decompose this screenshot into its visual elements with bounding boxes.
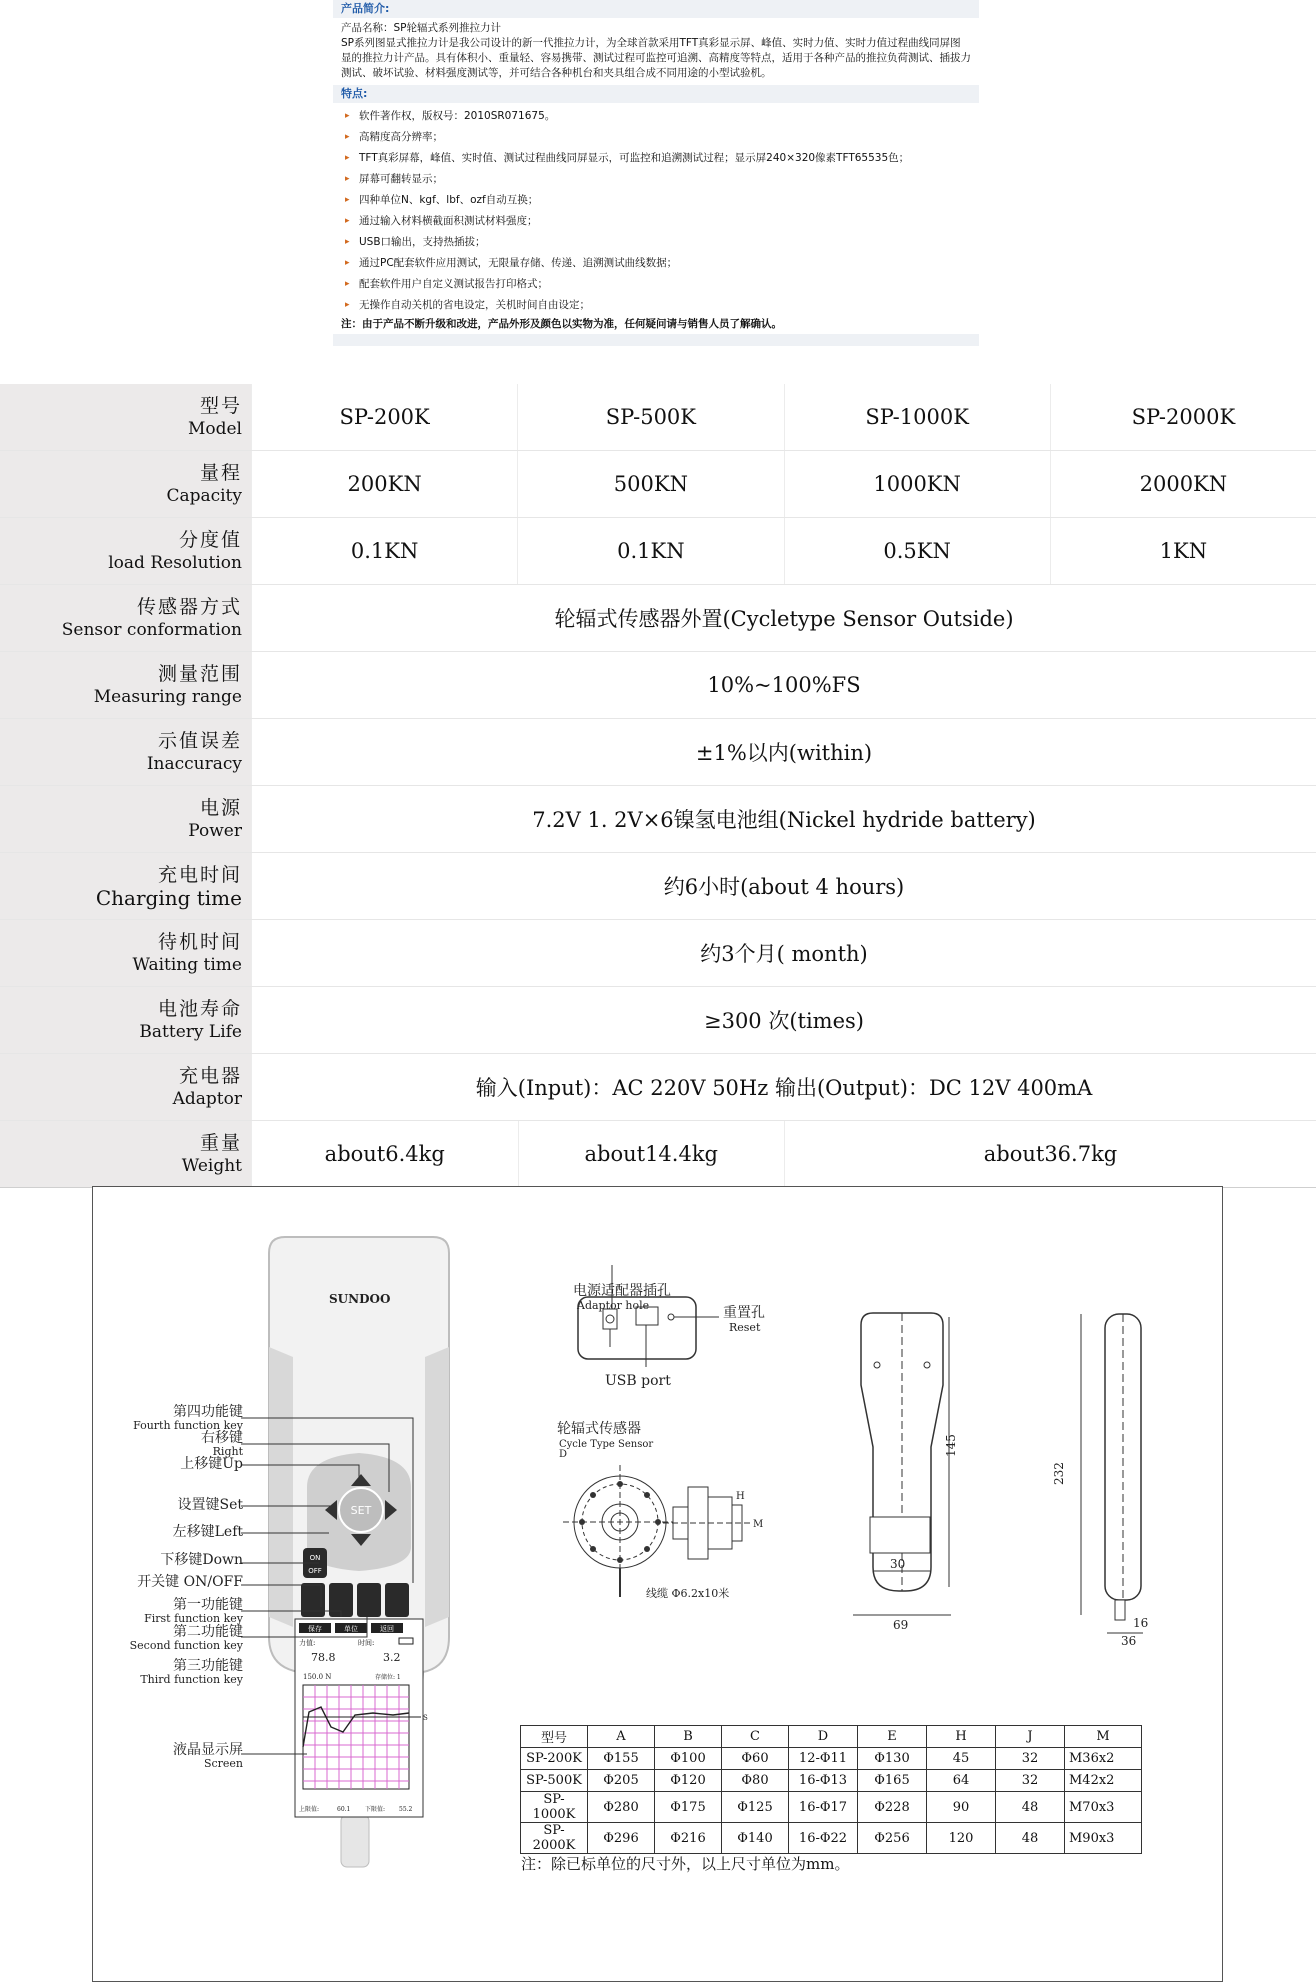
row-label-en: Inaccuracy — [146, 754, 242, 774]
row-label-cn: 示值误差 — [157, 730, 242, 752]
spec-row-power — [0, 786, 1316, 853]
spec-cell: 200KN — [251, 451, 517, 517]
screen-s-axis: S — [423, 1714, 428, 1722]
product-description: SP系列图显式推拉力计是我公司设计的新一代推拉力计，为全球首款采用TFT真彩显示屏、峰值、实时力值、实时力值过程曲线同屏图显的推拉力计产品。具有体积小、重量轻、容易携带、测试过程可监控可追溯、高精度等特点，适用于各种产品的推拉负荷测试、插拔力测试、破坏试验、材料强度测试等，并可结合各种机台和夹具组合成不同用途的小型试验机。 — [341, 37, 971, 79]
bullet-icon: ▸ — [345, 258, 350, 268]
dimension-table — [520, 1725, 1142, 1854]
spec-cell: 约3个月( month) — [251, 920, 1316, 986]
spec-cell: 0.1KN — [517, 518, 783, 584]
feature-item: ▸ 通过输入材料横截面积测试材料强度； — [345, 215, 538, 227]
sensor-view — [557, 1420, 763, 1600]
disclaimer-note: 注：由于产品不断升级和改进，产品外形及颜色以实物为准，任何疑问请与销售人员了解确认。 — [341, 318, 782, 330]
callout-first-function-key: 第一功能键 First function key — [144, 1597, 243, 1625]
on-label: ON — [309, 1554, 321, 1562]
spec-cell: SP-1000K — [784, 384, 1050, 450]
spec-cell: ±1%以内(within) — [251, 719, 1316, 785]
screen-tab-save: 保存 — [308, 1625, 322, 1633]
spec-cell: about36.7kg — [784, 1121, 1316, 1187]
screen-tab-back: 返回 — [380, 1625, 394, 1633]
spec-row-model — [0, 384, 1316, 451]
feature-item: ▸ 四种单位N、kgf、lbf、ozf自动互换； — [345, 194, 539, 206]
spec-cell: SP-2000K — [1050, 384, 1316, 450]
intro-title: 产品简介: — [333, 0, 979, 18]
row-label-cn: 电池寿命 — [157, 998, 242, 1020]
front-view — [853, 1313, 958, 1632]
row-label-en: Battery Life — [139, 1022, 242, 1042]
row-label-cn: 测量范围 — [157, 663, 242, 685]
table-row: SP-200K Φ155 Φ100 Φ60 12-Φ11 Φ130 45 32 M36x2 — [521, 1748, 1142, 1770]
features-title: 特点: — [333, 85, 979, 103]
row-label-en: Adaptor — [172, 1089, 242, 1109]
bullet-icon: ▸ — [345, 300, 350, 310]
row-label-cn: 充电器 — [178, 1065, 242, 1087]
row-label-en: Weight — [181, 1156, 242, 1176]
row-label-cn: 型号 — [199, 395, 242, 417]
bullet-icon: ▸ — [345, 111, 350, 121]
screen-time-value: 3.2 — [383, 1651, 401, 1664]
bullet-icon: ▸ — [345, 153, 350, 163]
bullet-icon: ▸ — [345, 216, 350, 226]
spec-cell: about6.4kg — [251, 1121, 518, 1187]
callout-set-key: 设置键Set — [177, 1497, 243, 1513]
row-label-en: Capacity — [166, 486, 242, 506]
dimension-table-header: 型号 A B C D E H J M — [521, 1726, 1142, 1748]
spec-row-inaccuracy — [0, 719, 1316, 786]
dim-16: 16 — [1133, 1616, 1149, 1630]
screen-bottom-mid2: 下限值: — [365, 1806, 386, 1813]
reset-hole-cn: 重置孔 — [723, 1305, 765, 1321]
callout-fourth-function-key: 第四功能键 Fourth function key — [133, 1404, 243, 1432]
spec-cell: 10%~100%FS — [251, 652, 1316, 718]
spec-cell: SP-500K — [517, 384, 783, 450]
spec-cell: 7.2V 1. 2V×6镍氢电池组(Nickel hydride battery) — [251, 786, 1316, 852]
screen-time-label: 时间: — [358, 1639, 375, 1647]
callout-power-key: 开关键 ON/OFF — [137, 1574, 243, 1590]
callout-up-key: 上移键Up — [180, 1456, 243, 1472]
device-illustration — [269, 1237, 449, 1867]
spec-row-range — [0, 652, 1316, 719]
product-intro — [333, 0, 979, 346]
table-row: SP-1000K Φ280 Φ175 Φ125 16-Φ17 Φ228 90 48 M70x3 — [521, 1792, 1142, 1823]
spec-cell: about14.4kg — [518, 1121, 785, 1187]
dim-145: 145 — [944, 1434, 958, 1457]
spec-cell: 轮辐式传感器外置(Cycletype Sensor Outside) — [251, 585, 1316, 651]
callout-right-key: 右移键 Right — [201, 1430, 243, 1458]
spec-row-capacity — [0, 451, 1316, 518]
spec-row-waiting — [0, 920, 1316, 987]
screen-force-value: 78.8 — [311, 1651, 336, 1664]
feature-list — [333, 106, 979, 316]
feature-item: ▸ USB口输出，支持热插拔； — [345, 236, 486, 248]
reset-hole-en: Reset — [729, 1321, 761, 1334]
screen-tab-unit: 单位 — [344, 1625, 358, 1633]
bullet-icon: ▸ — [345, 174, 350, 184]
row-label-en: load Resolution — [108, 553, 242, 573]
dim-letter-d: D — [559, 1449, 568, 1460]
row-label-en: Power — [188, 821, 242, 841]
screen-force-label: 力值: — [299, 1639, 316, 1647]
spec-cell: 约6小时(about 4 hours) — [251, 853, 1316, 919]
screen-bottom-mid1: 60.1 — [337, 1806, 351, 1813]
callout-third-function-key: 第三功能键 Third function key — [140, 1658, 243, 1686]
screen-peak-value: 150.0 N — [303, 1673, 332, 1681]
callout-second-function-key: 第二功能键 Second function key — [129, 1624, 243, 1652]
adaptor-hole-en: Adaptor hole — [577, 1299, 650, 1312]
dim-69: 69 — [893, 1618, 909, 1632]
callout-left-key: 左移键Left — [172, 1524, 243, 1540]
spec-row-charging — [0, 853, 1316, 920]
bullet-icon: ▸ — [345, 195, 350, 205]
product-name: 产品名称：SP轮辐式系列推拉力计 — [341, 22, 501, 34]
sensor-en: Cycle Type Sensor — [559, 1439, 654, 1450]
spec-cell: 1000KN — [784, 451, 1050, 517]
spec-row-weight — [0, 1121, 1316, 1188]
screen-store-label: 存储位: 1 — [375, 1674, 401, 1681]
spec-cell: SP-200K — [251, 384, 517, 450]
row-label-cn: 量程 — [199, 462, 242, 484]
row-label-cn: 分度值 — [178, 529, 242, 551]
spec-row-resolution — [0, 518, 1316, 585]
dim-letter-h: H — [736, 1491, 745, 1502]
dim-36: 36 — [1121, 1634, 1137, 1648]
feature-item: ▸ 软件著作权，版权号：2010SR071675。 — [345, 110, 556, 122]
row-label-en: Charging time — [95, 886, 242, 910]
dimension-drawing — [92, 1186, 1223, 1982]
callout-screen: 液晶显示屏 Screen — [173, 1742, 243, 1770]
feature-item: ▸ 通过PC配套软件应用测试，无限量存储、传递、追溯测试曲线数据； — [345, 257, 678, 269]
fourth-function-key[interactable] — [385, 1583, 409, 1617]
side-view — [1052, 1314, 1148, 1648]
callout-down-key: 下移键Down — [160, 1552, 243, 1568]
row-label-en: Waiting time — [132, 955, 242, 975]
row-label-en: Measuring range — [93, 687, 242, 707]
dimension-note: 注：除已标单位的尺寸外，以上尺寸单位为mm。 — [521, 1855, 850, 1873]
sensor-cn: 轮辐式传感器 — [557, 1421, 641, 1437]
table-row: SP-500K Φ205 Φ120 Φ80 16-Φ13 Φ165 64 32 M42x2 — [521, 1770, 1142, 1792]
row-label-en: Model — [187, 419, 242, 439]
feature-item: ▸ TFT真彩屏幕，峰值、实时值、测试过程曲线同屏显示，可监控和追溯测试过程；显示屏240×320像素TFT65535色； — [345, 152, 910, 164]
third-function-key[interactable] — [357, 1583, 381, 1617]
spec-table — [0, 384, 1316, 1188]
spec-row-sensor — [0, 585, 1316, 652]
spec-cell: 2000KN — [1050, 451, 1316, 517]
feature-item: ▸ 无操作自动关机的省电设定，关机时间自由设定； — [345, 299, 590, 311]
row-label-cn: 充电时间 — [157, 864, 242, 886]
feature-item: ▸ 高精度高分辨率； — [345, 131, 443, 143]
row-label-cn: 电源 — [199, 797, 242, 819]
feature-item: ▸ 配套软件用户自定义测试报告打印格式； — [345, 278, 548, 290]
row-label-cn: 待机时间 — [157, 931, 242, 953]
row-label-cn: 传感器方式 — [136, 596, 242, 618]
usb-port-label: USB port — [605, 1373, 671, 1389]
spec-cell: 输入(Input)：AC 220V 50Hz 输出(Output)：DC 12V 400mA — [251, 1054, 1316, 1120]
spec-row-battery-life — [0, 987, 1316, 1054]
spec-cell: 1KN — [1050, 518, 1316, 584]
spec-cell: 500KN — [517, 451, 783, 517]
dim-letter-m: M — [753, 1519, 764, 1530]
screen-graph — [303, 1685, 428, 1789]
dim-30: 30 — [890, 1557, 906, 1571]
dim-232: 232 — [1052, 1462, 1066, 1485]
cable-label: 线缆 Φ6.2x10米 — [646, 1587, 730, 1600]
spec-cell: 0.1KN — [251, 518, 517, 584]
spec-cell: 0.5KN — [784, 518, 1050, 584]
screen-bottom-right: 55.2 — [399, 1806, 413, 1813]
adaptor-hole-cn: 电源适配器插孔 — [573, 1283, 671, 1299]
intro-footer-bar — [333, 334, 979, 346]
row-label-en: Sensor conformation — [61, 620, 242, 640]
table-row: SP-2000K Φ296 Φ216 Φ140 16-Φ22 Φ256 120 48 M90x3 — [521, 1823, 1142, 1854]
spec-cell: ≥300 次(times) — [251, 987, 1316, 1053]
bullet-icon: ▸ — [345, 279, 350, 289]
feature-item: ▸ 屏幕可翻转显示； — [345, 173, 443, 185]
bullet-icon: ▸ — [345, 132, 350, 142]
set-label: SET — [350, 1504, 372, 1517]
screen-bottom-left: 上限值: — [299, 1806, 320, 1813]
off-label: OFF — [308, 1567, 322, 1575]
bullet-icon: ▸ — [345, 237, 350, 247]
brand-logo: SUNDOO — [329, 1292, 391, 1306]
spec-row-adaptor — [0, 1054, 1316, 1121]
adaptor-view — [573, 1265, 765, 1389]
row-label-cn: 重量 — [199, 1132, 242, 1154]
